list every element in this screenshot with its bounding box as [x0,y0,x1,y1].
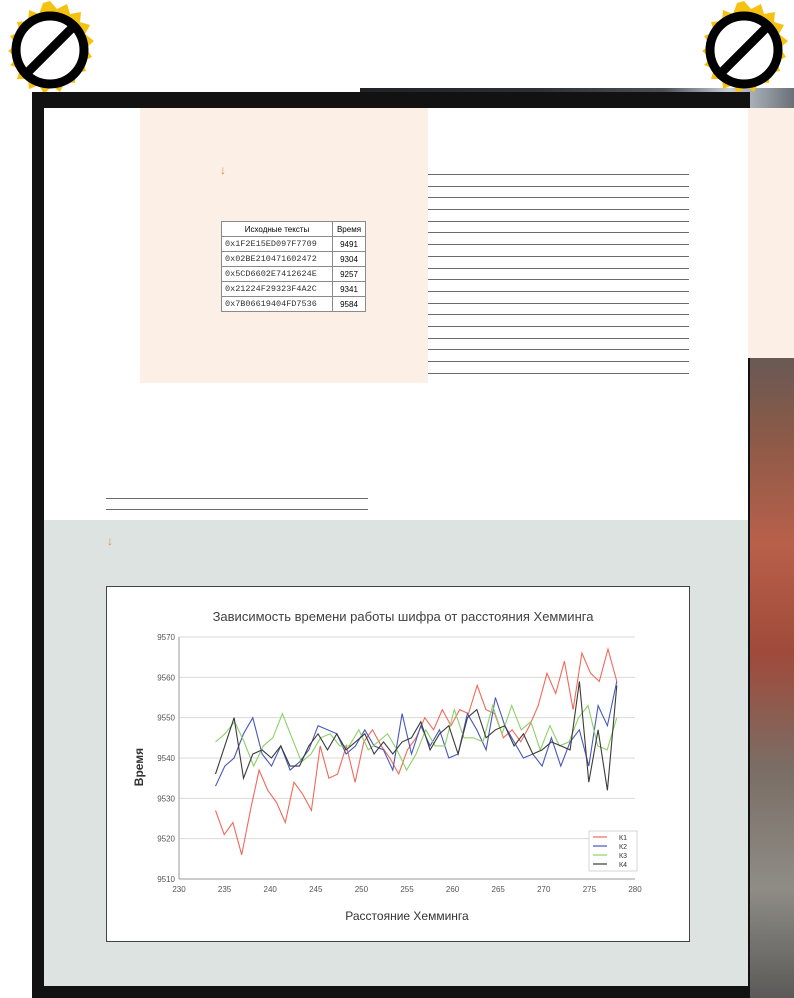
y-tick-label: 9540 [157,754,175,763]
legend-label: К4 [619,862,627,869]
series-line-К2 [216,681,617,786]
down-arrow-icon: ↓ [220,163,226,177]
table-row [222,297,366,312]
table-cell: 0x7B06619404FD7536 [222,297,333,312]
prohibited-badge-right-icon [694,0,794,100]
table-row [222,237,366,252]
x-tick-label: 245 [309,885,323,894]
table-cell: 0x02BE210471602472 [222,252,333,267]
table-cell: 9491 [333,237,366,252]
table-cell: 0x5CD6602E7412624E [222,267,333,282]
chart-title: Зависимость времени работы шифра от расстояния Хемминга [212,609,594,624]
y-tick-label: 9520 [157,834,175,844]
x-tick-label: 275 [582,885,597,894]
y-axis-label: Время [132,747,146,787]
ruled-lines [428,174,689,384]
table-cell: 9341 [333,282,366,297]
x-axis-label: Расстояние Хемминга [345,909,469,923]
hamming-chart [107,587,689,941]
x-tick-label: 260 [445,885,460,894]
y-tick-label: 9550 [157,713,175,723]
table-cell: 9304 [333,252,366,267]
table-cell: 0x21224F29323F4A2C [222,282,333,297]
table-cell: 9584 [333,297,366,312]
texts-table [221,221,366,312]
table-cell: 9257 [333,267,366,282]
x-tick-label: 255 [400,885,414,894]
table-header-row [222,222,366,237]
table-header: Исходные тексты [222,222,333,237]
chart-container [106,586,690,942]
series-line-К4 [216,681,617,790]
table-row [222,282,366,297]
y-tick-label: 9510 [157,875,175,884]
x-tick-label: 280 [628,885,642,894]
table-header: Время [333,222,366,237]
legend-label: К1 [619,835,627,842]
y-tick-label: 9530 [157,794,175,804]
x-tick-label: 270 [537,885,551,894]
ruled-lines-lower [106,498,368,520]
table-row [222,252,366,267]
prohibited-badge-left-icon [0,0,100,100]
x-tick-label: 235 [217,885,232,894]
table-row [222,267,366,282]
x-tick-label: 230 [172,885,186,894]
y-tick-label: 9570 [157,633,175,642]
x-tick-label: 240 [263,885,277,894]
legend-label: К3 [619,853,627,860]
pink-panel-right [748,108,794,358]
x-tick-label: 265 [491,885,505,894]
legend-label: К2 [619,844,627,851]
x-tick-label: 250 [354,885,369,894]
y-tick-label: 9560 [157,673,175,683]
table-cell: 0x1F2E15ED097F7709 [222,237,333,252]
down-arrow-icon: ↓ [107,534,113,548]
